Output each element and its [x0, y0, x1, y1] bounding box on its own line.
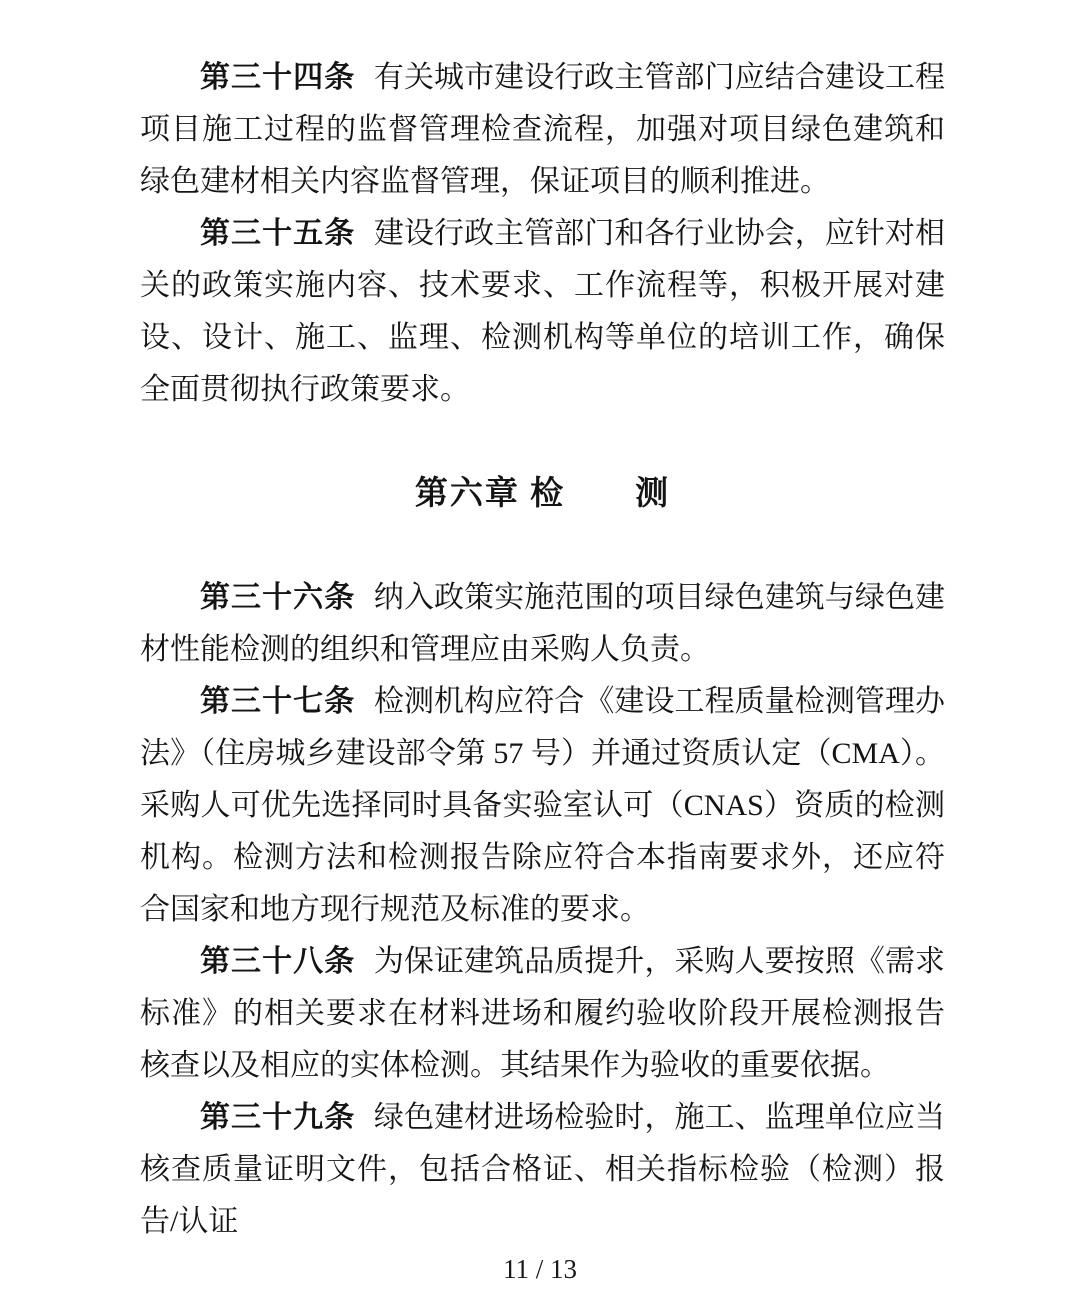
page-number: 11 / 13	[503, 1254, 577, 1284]
article-paragraph	[140, 1092, 945, 1248]
article-number: 第三十五条	[200, 217, 356, 250]
article-number: 第三十八条	[200, 945, 356, 978]
article-number: 第三十四条	[200, 61, 356, 94]
article-text: 绿色建材进场检验时，施工、监理单位应当核查质量证明文件，包括合格证、相关指标检验（检测）报告/认证	[140, 1101, 946, 1238]
article-number: 第三十九条	[200, 1101, 356, 1134]
article-paragraph	[140, 208, 945, 416]
article-paragraph	[140, 936, 945, 1092]
article-text: 建设行政主管部门和各行业协会，应针对相关的政策实施内容、技术要求、工作流程等，积极开展对建设、设计、施工、监理、检测机构等单位的培训工作，确保全面贯彻执行政策要求。	[140, 217, 946, 406]
article-paragraph	[140, 572, 945, 676]
article-text: 为保证建筑品质提升，采购人要按照《需求标准》的相关要求在材料进场和履约验收阶段开展检测报告核查以及相应的实体检测。其结果作为验收的重要依据。	[140, 945, 946, 1082]
chapter-heading: 第六章 检 测	[414, 476, 671, 512]
article-text: 检测机构应符合《建设工程质量检测管理办法》（住房城乡建设部令第 57 号）并通过资质认定（CMA）。采购人可优先选择同时具备实验室认可（CNAS）资质的检测机构。检测方法和检测报告除应符合本指南要求外，还应符合国家和地方现行规范及标准的要求。	[140, 685, 946, 926]
article-text: 有关城市建设行政主管部门应结合建设工程项目施工过程的监督管理检查流程，加强对项目绿色建筑和绿色建材相关内容监督管理，保证项目的顺利推进。	[140, 61, 946, 198]
article-paragraph	[140, 52, 945, 208]
article-paragraph	[140, 676, 945, 936]
article-text: 纳入政策实施范围的项目绿色建筑与绿色建材性能检测的组织和管理应由采购人负责。	[140, 581, 946, 666]
article-number: 第三十七条	[200, 685, 356, 718]
article-number: 第三十六条	[200, 581, 356, 614]
